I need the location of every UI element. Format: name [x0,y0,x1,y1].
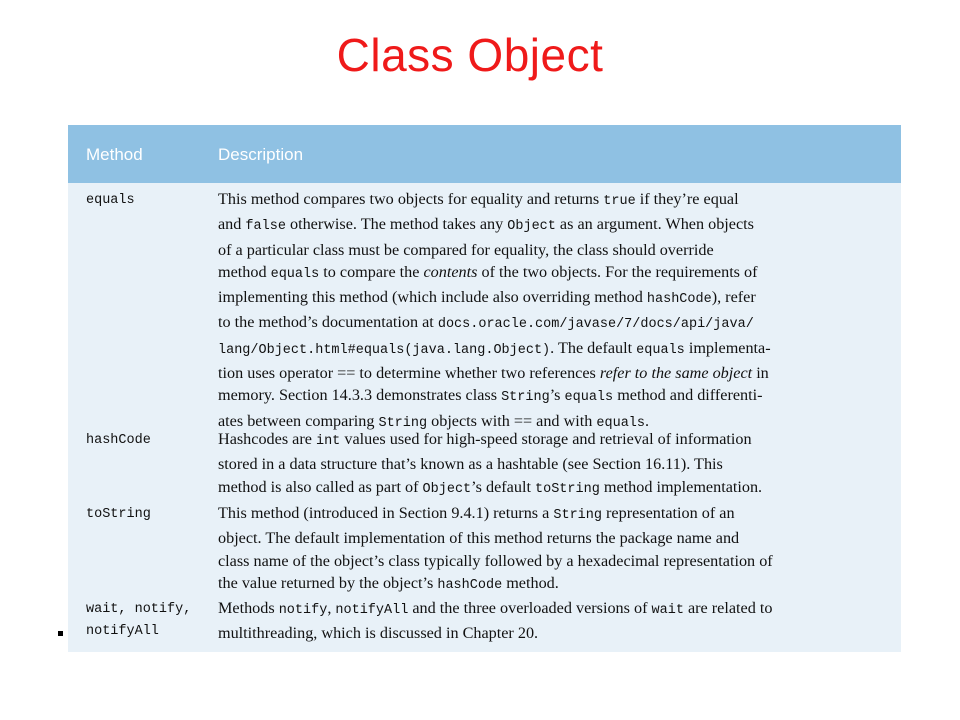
code-term: String [378,415,428,431]
code-term: lang/Object.html#equals(java.lang.Object) [218,342,551,358]
method-name: equals [86,193,135,208]
description-line [218,428,888,453]
text-run: if they’re equal [635,190,739,208]
text-run: and [218,215,246,234]
text-run: This method compares two objects for equality and returns [218,190,604,208]
description-line [218,213,888,238]
text-run: method is also called as part of [218,477,423,496]
text-run: implementa- [684,338,771,357]
code-term: equals [596,415,646,431]
code-term: equals [636,342,685,358]
text-run: object. The default implementation of this method returns the package name and [218,529,740,548]
method-name: toString [86,507,151,522]
description-line [218,188,888,213]
code-term: Object [422,481,472,497]
text-run: of the two objects. For the requirements of [477,262,758,281]
text-run: objects with == and with [427,411,597,430]
description-line [218,550,888,572]
code-term: equals [270,266,320,282]
text-run: tion uses operator == to determine whether two references [218,364,600,383]
description-line [218,362,888,384]
text-run: ’s default [471,477,535,496]
description-line [218,286,888,311]
description-line [218,622,888,644]
code-term: int [315,434,341,449]
text-run: , [327,599,336,617]
description-line [218,597,888,622]
description-line [218,527,888,549]
text-run: class name of the object’s class typically followed by a hexadecimal representation of [218,551,773,570]
table-row-equals [68,183,901,431]
text-run: . [645,411,650,430]
text-run: memory. Section 14.3.3 demonstrates class [218,386,502,405]
method-description [218,188,888,435]
text-run: the value returned by the object’s [218,573,438,592]
text-run: multithreading, which is discussed in Chapter 20. [218,624,539,643]
method-name: hashCode [86,433,151,448]
emphasis-text: refer to the same object [599,364,753,383]
text-run: values used for high-speed storage and retrieval of information [340,430,752,448]
text-run: ), refer [711,288,756,307]
description-line [218,384,888,409]
text-run: Hashcodes are [218,430,316,448]
code-term: hashCode [437,577,503,593]
code-term: hashCode [646,292,712,308]
table-header [68,125,901,183]
header-method: Method [86,145,143,164]
code-term: equals [564,390,614,406]
emphasis-text: contents [423,262,478,281]
description-line [218,502,888,527]
text-run: Methods [218,599,279,617]
code-term: toString [535,481,600,497]
code-term: notifyAll [335,603,409,618]
text-run: method implementation. [599,477,763,496]
code-term: String [553,508,602,523]
text-run: stored in a data structure that’s known as a hashtable (see Section 16.11). This [218,455,723,474]
text-run: and the three overloaded versions of [408,599,652,617]
text-run: This method (introduced in Section 9.4.1) returns a [218,504,554,522]
code-term: notify [278,603,328,618]
code-term: true [603,194,636,209]
description-line [218,261,888,286]
text-run: ’s [549,386,565,405]
text-run: method [218,262,271,281]
code-term: String [501,390,550,406]
description-line [218,239,888,261]
text-run: to compare the [319,262,424,281]
text-run: implementing this method (which include also overriding method [218,288,647,307]
method-table [68,125,901,652]
text-run: of a particular class must be compared for equality, the class should override [218,240,714,259]
description-line [218,337,888,362]
method-description [218,428,888,501]
table-row-wait-notify [68,592,901,652]
text-run: are related to [683,599,773,617]
text-run: method and differenti- [613,386,763,405]
text-run: as an argument. When objects [555,215,754,234]
text-run: representation of an [601,504,735,522]
code-term: Object [507,219,556,235]
table-row-hashcode [68,423,901,497]
code-term: docs.oracle.com/javase/7/docs/api/java/ [437,317,754,333]
text-run: . The default [550,338,637,357]
method-description [218,597,888,645]
text-run: to the method’s documentation at [218,313,438,332]
text-run: in [752,364,769,383]
text-run: ates between comparing [218,411,379,430]
code-term: false [245,219,286,235]
method-description [218,502,888,597]
description-line [218,311,888,336]
slide-title: Class Object [336,29,604,81]
text-run: method. [502,573,559,592]
bullet-marker [58,631,63,636]
table-row-tostring [68,497,901,592]
code-term: wait [651,603,684,618]
description-line [218,453,888,475]
header-description: Description [218,145,304,164]
method-name: wait, notify, notifyAll [86,602,192,639]
text-run: otherwise. The method takes any [285,215,508,234]
